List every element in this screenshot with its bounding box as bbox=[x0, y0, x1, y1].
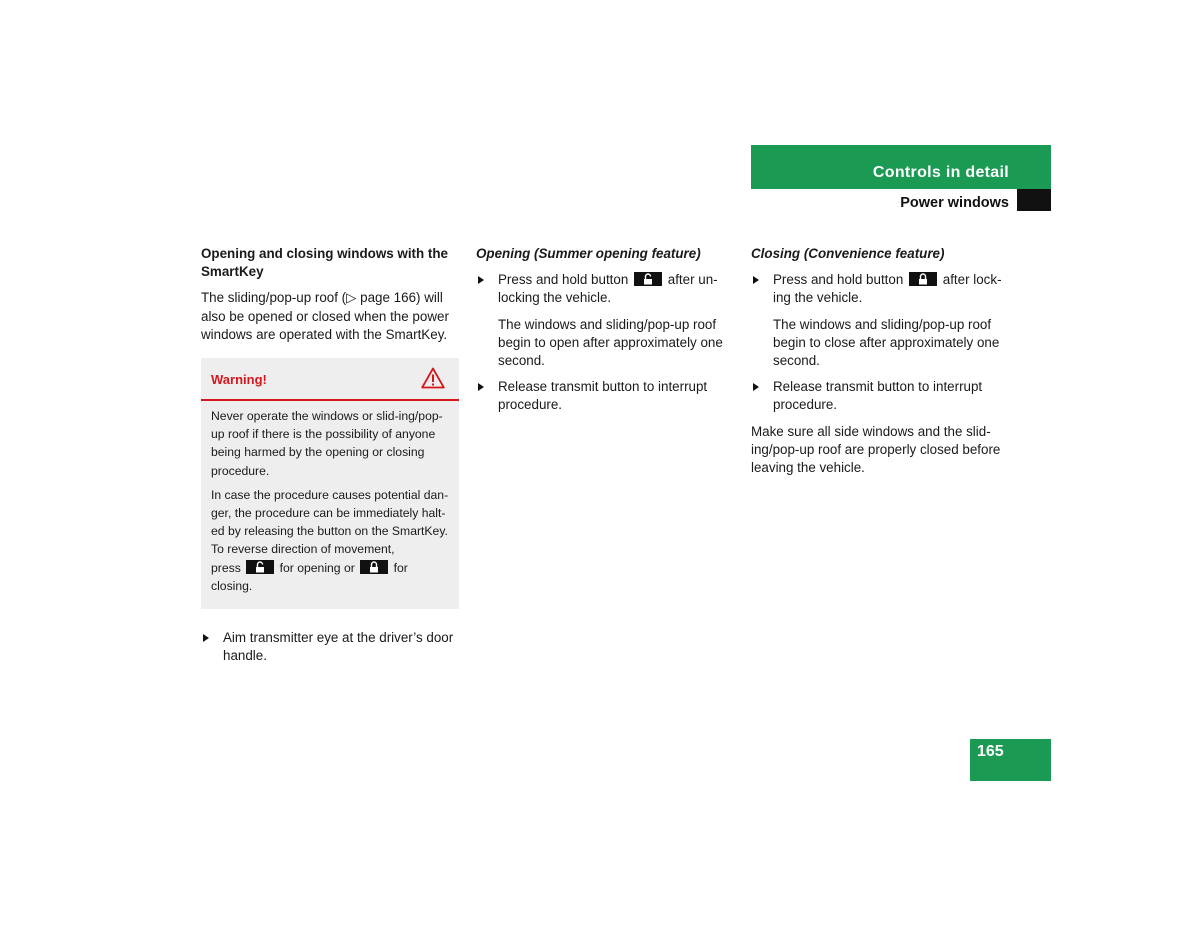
page-number: 165 bbox=[977, 743, 1004, 760]
warning-opening-text: for opening or bbox=[279, 560, 355, 575]
warning-paragraph-2-text: In case the procedure causes potential dan-ger, the procedure can be immediately halt-ed by releasing the button on the SmartKey. To reverse direction of movement, bbox=[211, 487, 449, 557]
bullet-text: Release transmit button to interrupt procedure. bbox=[498, 379, 708, 413]
column-left bbox=[201, 245, 459, 673]
closing-paragraph: Make sure all side windows and the slid-ing/pop-up roof are properly closed before leaving the vehicle. bbox=[751, 423, 1001, 476]
warning-body bbox=[201, 401, 459, 609]
bullet-text-after: after un-locking the vehicle. bbox=[498, 272, 718, 306]
bullet-release bbox=[751, 378, 1013, 414]
closing-note: The windows and sliding/pop-up roof begin to close after approximately one second. bbox=[773, 316, 1000, 369]
warning-paragraph-2 bbox=[211, 486, 451, 595]
subsection-title: Power windows bbox=[900, 195, 1009, 211]
warning-closing-text: for closing. bbox=[211, 560, 408, 593]
bullet-text: Release transmit button to interrupt procedure. bbox=[773, 379, 983, 413]
bullet-arrow-icon bbox=[753, 276, 759, 284]
warning-press-word: press bbox=[211, 560, 241, 575]
column-right bbox=[751, 245, 1013, 485]
bullet-text-before: Press and hold button bbox=[773, 272, 904, 288]
bullet-press-unlock bbox=[476, 271, 734, 307]
warning-paragraph-1: Never operate the windows or slid-ing/pop-up roof if there is the possibility of anyone being harmed by the opening or closing procedure. bbox=[211, 409, 443, 478]
bullet-arrow-icon bbox=[203, 634, 209, 642]
section-heading: Opening and closing windows with the SmartKey bbox=[201, 246, 448, 280]
subsection-marker bbox=[1017, 189, 1051, 211]
bullet-release bbox=[476, 378, 734, 414]
bullet-arrow-icon bbox=[753, 383, 759, 391]
bullet-press-lock bbox=[751, 271, 1013, 307]
section-header-bar bbox=[751, 145, 1051, 189]
column-middle bbox=[476, 245, 734, 423]
lock-button-icon bbox=[909, 272, 937, 286]
bullet-arrow-icon bbox=[478, 383, 484, 391]
bullet-text: Aim transmitter eye at the driver’s door handle. bbox=[223, 630, 454, 664]
bullet-arrow-icon bbox=[478, 276, 484, 284]
subsection-header bbox=[751, 189, 1051, 212]
opening-note: The windows and sliding/pop-up roof begin to open after approximately one second. bbox=[498, 316, 723, 369]
bullet-aim-transmitter bbox=[201, 629, 459, 665]
unlock-button-icon bbox=[634, 272, 662, 286]
warning-box bbox=[201, 358, 459, 609]
warning-title: Warning! bbox=[211, 372, 267, 388]
page-number-box bbox=[970, 739, 1051, 781]
bullet-text-after: after lock-ing the vehicle. bbox=[773, 272, 1002, 306]
intro-paragraph: The sliding/pop-up roof (▷ page 166) will also be opened or closed when the power windows are operated with the SmartKey. bbox=[201, 290, 449, 342]
closing-subheading: Closing (Convenience feature) bbox=[751, 246, 945, 261]
warning-triangle-icon bbox=[421, 367, 445, 389]
unlock-button-icon bbox=[246, 560, 274, 574]
warning-header bbox=[201, 358, 459, 401]
bullet-text-before: Press and hold button bbox=[498, 272, 629, 288]
lock-button-icon bbox=[360, 560, 388, 574]
section-title: Controls in detail bbox=[872, 164, 1009, 181]
opening-subheading: Opening (Summer opening feature) bbox=[476, 246, 701, 261]
